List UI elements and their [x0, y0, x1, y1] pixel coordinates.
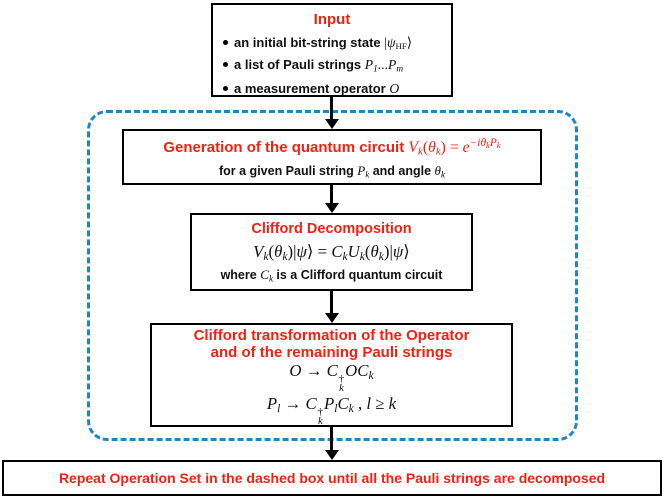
clifford-decomposition-formula: Vk(θk)|ψ⟩ = CkUk(θk)|ψ⟩	[253, 242, 410, 264]
clifford-transformation-box	[150, 323, 513, 427]
bullet-initial-state-text: an initial bit-string state |ψHF⟩	[234, 35, 413, 52]
bullet-initial-state	[221, 35, 451, 54]
generation-subtitle: for a given Pauli string Pk and angle θk	[219, 162, 445, 179]
bullet-measurement-operator-text: a measurement operator O	[234, 80, 400, 96]
repeat-statement-box	[2, 460, 662, 496]
arrow-generation-to-decomposition	[330, 185, 333, 203]
transformation-title-line1: Clifford transformation of the Operator	[193, 327, 470, 344]
arrow-transformation-to-repeat	[330, 427, 333, 450]
bullet-measurement-operator	[221, 81, 451, 96]
generation-title: Generation of the quantum circuit $Vk(\theta k) = e^{-i\theta_kP_k}$	[163, 137, 501, 158]
input-bullet-list	[213, 35, 451, 96]
bullet-pauli-strings	[221, 57, 451, 77]
pauli-transformation-formula: Pl → C † k PlCk , l ≥ k	[266, 393, 397, 428]
transformation-title-line2: and of the remaining Pauli strings	[210, 344, 453, 361]
bullet-pauli-strings-text: a list of Pauli strings P1...Pm	[234, 57, 404, 75]
clifford-decomposition-note: where Ck is a Clifford quantum circuit	[220, 267, 443, 284]
input-box	[211, 3, 453, 97]
bullet-icon	[223, 40, 228, 45]
arrow-decomposition-to-transformation	[330, 291, 333, 313]
arrow-input-to-generation	[330, 97, 333, 119]
generation-box	[122, 129, 542, 185]
clifford-decomposition-box	[190, 213, 473, 291]
input-title: Input	[313, 11, 351, 28]
repeat-statement-text: Repeat Operation Set in the dashed box until all the Pauli strings are decomposed	[58, 470, 606, 486]
bullet-icon	[223, 62, 228, 67]
operator-transformation-formula: O → C † k OCk	[289, 361, 374, 395]
bullet-icon	[223, 86, 228, 91]
clifford-decomposition-title: Clifford Decomposition	[251, 220, 412, 237]
